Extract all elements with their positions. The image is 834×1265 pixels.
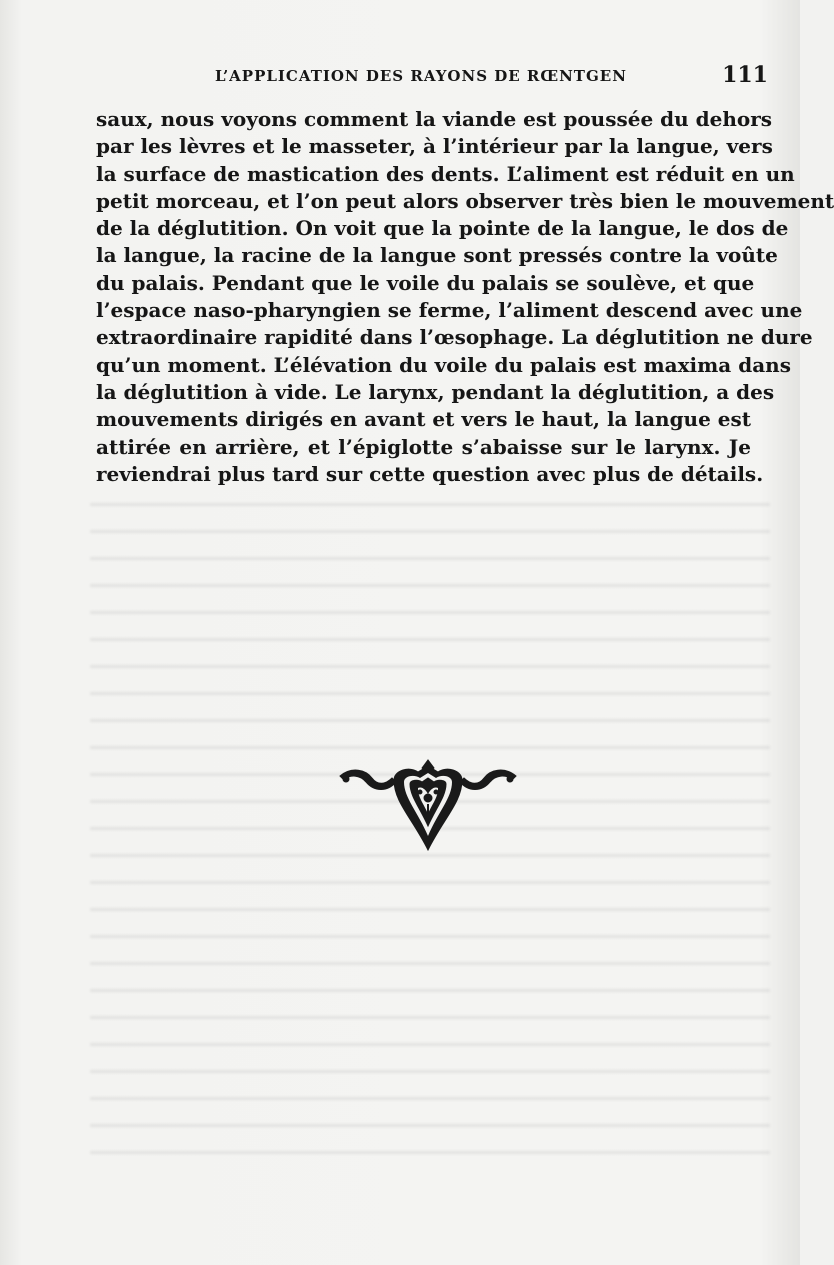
fleuron-tailpiece-icon [338,758,518,853]
text-line: reviendrai plus tard sur cette question avec plus de détails. [96,461,764,486]
text-line: saux, nous voyons comment la viande est poussée du dehors [96,107,773,131]
body-paragraph [96,106,834,488]
text-line: l’espace naso-pharyngien se ferme, l’aliment descend avec une [96,298,803,323]
text-line: du palais. Pendant que le voile du palais se soulève, et que [96,270,755,295]
text-line: par les lèvres et le masseter, à l’intérieur par la langue, vers [96,134,773,159]
text-line: la langue, la racine de la langue sont pressés contre la voûte [96,243,778,268]
text-line: la déglutition à vide. Le larynx, pendant la déglutition, a des [96,379,775,404]
page-number: 111 [722,62,768,88]
text-line: la surface de mastication des dents. L’aliment est réduit en un [96,161,795,186]
running-title: L’APPLICATION DES RAYONS DE RŒNTGEN [215,67,627,85]
text-line: attirée en arrière, et l’épiglotte s’abaisse sur le larynx. Je [96,434,751,459]
text-line: petit morceau, et l’on peut alors observer très bien le mouvement [96,188,834,213]
text-line: mouvements dirigés en avant et vers le haut, la langue est [96,407,752,432]
text-line: extraordinaire rapidité dans l’œsophage. La déglutition ne dure [96,325,813,350]
text-line: qu’un moment. L’élévation du voile du palais est maxima dans [96,352,791,377]
text-line: de la déglutition. On voit que la pointe de la langue, le dos de [96,216,789,241]
running-head [0,62,800,92]
